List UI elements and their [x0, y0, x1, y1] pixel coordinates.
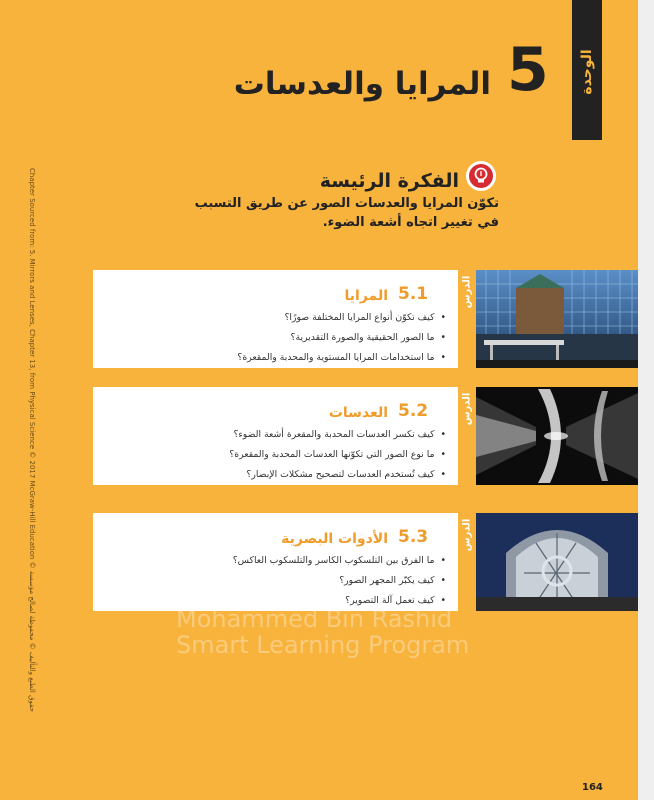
lesson-questions [106, 551, 446, 611]
big-idea-title: الفكرة الرئيسة [319, 170, 459, 192]
building-photo [476, 270, 638, 368]
list-item: • كيف تعمل آلة التصوير؟ [106, 591, 446, 611]
lesson-title: المرايا [344, 288, 388, 304]
lens-light-photo [476, 387, 638, 485]
watermark-line1: Mohammed Bin Rashid [176, 605, 453, 633]
lesson-tag [458, 513, 476, 611]
lesson-card-lenses [93, 387, 638, 485]
lesson-card-optical-tools [93, 513, 638, 611]
lightbulb-icon [466, 161, 496, 191]
unit-label: الوحدة [579, 49, 595, 95]
list-item: • كيف يكبّر المجهر الصور؟ [106, 571, 446, 591]
unit-number: 5 [507, 35, 549, 105]
page-gutter [638, 0, 654, 800]
list-item: • ما استخدامات المرايا المستوية والمحدبة والمقعرة؟ [106, 348, 446, 368]
watermark [176, 606, 469, 658]
lesson-number: 5.1 [398, 284, 429, 304]
list-item: • كيف تُستخدم العدسات لتصحيح مشكلات الإبصار؟ [106, 465, 446, 485]
list-item: • كيف تكوّن أنواع المرايا المختلفة صورًا؟ [106, 308, 446, 328]
lesson-card-mirrors [93, 270, 638, 368]
list-item: • ما نوع الصور التي تكوّنها العدسات المحدبة والمقعرة؟ [106, 445, 446, 465]
lesson-title: الأدوات البصرية [281, 531, 388, 547]
side-credit [24, 167, 40, 713]
lesson-tag [458, 270, 476, 368]
list-item: • ما الفرق بين التلسكوب الكاسر والتلسكوب العاكس؟ [106, 551, 446, 571]
unit-title: المرايا والعدسات [233, 66, 491, 102]
page-number: 164 [582, 782, 603, 793]
lesson-questions [106, 308, 446, 368]
telescope-photo [476, 513, 638, 611]
lesson-number: 5.3 [398, 527, 429, 547]
list-item: • ما الصور الحقيقية والصورة التقديرية؟ [106, 328, 446, 348]
lesson-tag-text: الدرس [461, 518, 473, 552]
watermark-line2: Smart Learning Program [176, 631, 470, 659]
unit-tab [572, 0, 602, 140]
lesson-number: 5.2 [398, 401, 429, 421]
lesson-tag-text: الدرس [461, 392, 473, 426]
lesson-tag-text: الدرس [461, 275, 473, 309]
lesson-questions [106, 425, 446, 485]
lesson-tag [458, 387, 476, 485]
lesson-title: العدسات [328, 405, 388, 421]
big-idea-text: تكوّن المرايا والعدسات الصور عن طريق التسبب في تغيير اتجاه أشعة الضوء. [194, 196, 499, 230]
side-credit-text: Chapter Sourced from: 5. Mirrors and Lenses, Chapter 13, from Physical Science © 2017 McGraw-Hill Education © حقوق الطبع والتأليف © محفوظة لصالح مؤسسة [28, 167, 36, 713]
list-item: • كيف تكسر العدسات المحدبة والمقعرة أشعة الضوء؟ [106, 425, 446, 445]
